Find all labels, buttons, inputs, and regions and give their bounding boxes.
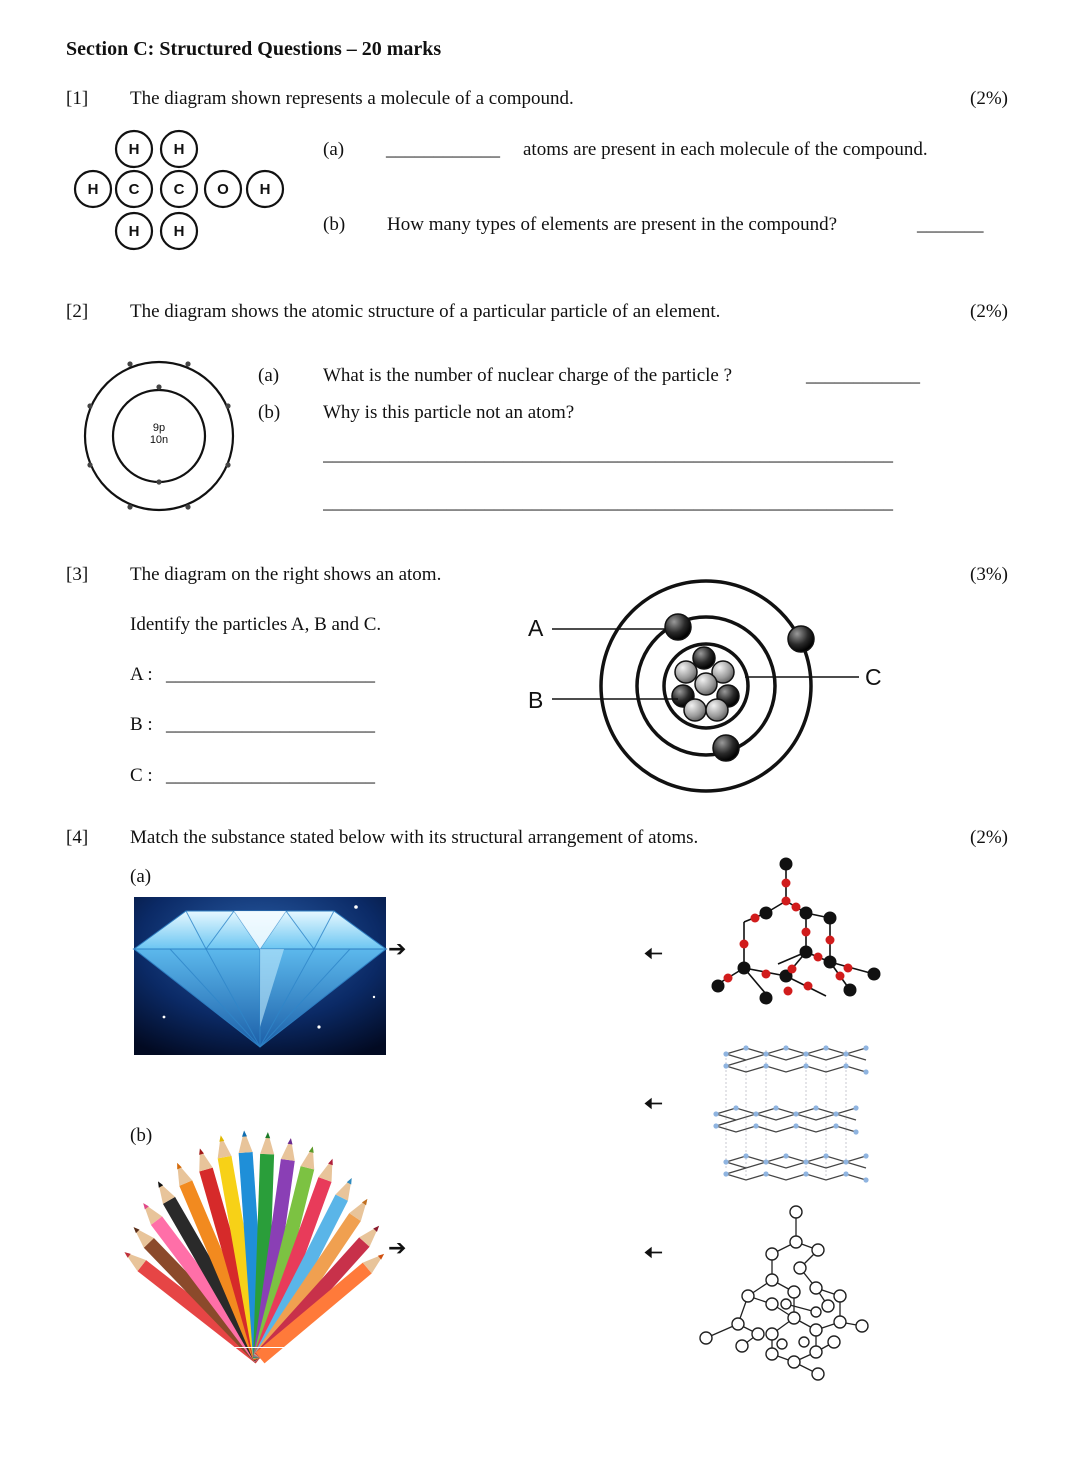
q4-marks: (2%) <box>970 827 1008 848</box>
q4-number: [4] <box>66 827 89 848</box>
structure-network-red-black <box>688 856 888 996</box>
diagram-label-a: A <box>528 615 544 641</box>
arrow-right-b: ➔ <box>388 1236 407 1261</box>
q3-blank-b[interactable]: ______________________ <box>166 714 375 735</box>
structure-diamond-lattice <box>694 1200 874 1380</box>
section-title: Section C: Structured Questions – 20 marks <box>66 38 442 60</box>
atom-h5: H <box>128 223 140 240</box>
q2a-blank[interactable]: ____________ <box>806 365 920 386</box>
q1b-label: (b) <box>323 214 346 235</box>
q1-text: The diagram shown represents a molecule of a compound. <box>130 88 574 109</box>
diamond-image <box>134 897 386 1055</box>
q2-marks: (2%) <box>970 301 1008 322</box>
q3-label-a: A : <box>130 664 153 685</box>
nucleus-protons: 9p <box>152 422 166 434</box>
q3-marks: (3%) <box>970 564 1008 585</box>
pencil-bundle <box>120 1130 388 1363</box>
q3-blank-a[interactable]: ______________________ <box>166 664 375 685</box>
q2a-label: (a) <box>258 365 280 386</box>
nucleus-neutrons: 10n <box>149 434 169 446</box>
q1a-text: atoms are present in each molecule of the compound. <box>523 139 928 160</box>
q1a-blank[interactable]: ____________ <box>386 139 500 160</box>
arrow-left-3: 🠠 <box>644 1241 663 1266</box>
q3-atom-diagram <box>520 582 900 802</box>
atom-o: O <box>217 181 229 198</box>
structure-graphite-layers <box>706 1038 876 1188</box>
q2-number: [2] <box>66 301 89 322</box>
q3-text: The diagram on the right shows an atom. <box>130 564 442 585</box>
q4-text: Match the substance stated below with its structural arrangement of atoms. <box>130 827 699 848</box>
atom-h3: H <box>87 181 99 198</box>
atom-c1: C <box>128 181 140 198</box>
q1b-blank[interactable]: _______ <box>917 214 984 235</box>
q2b-label: (b) <box>258 402 281 423</box>
q4b-label: (b) <box>130 1125 153 1146</box>
atom-h4: H <box>259 181 271 198</box>
q1b-text: How many types of elements are present in the compound? <box>387 214 838 235</box>
q3-label-c: C : <box>130 765 153 786</box>
arrow-right-a: ➔ <box>388 937 407 962</box>
q2a-text: What is the number of nuclear charge of the particle ? <box>323 365 733 386</box>
q3-number: [3] <box>66 564 89 585</box>
diagram-label-c: C <box>865 664 882 690</box>
q3-blank-c[interactable]: ______________________ <box>166 765 375 786</box>
q4a-label: (a) <box>130 866 152 887</box>
q2-ion-diagram <box>80 357 240 517</box>
q2b-answer-line-2[interactable]: ____________________________________________________________ <box>323 492 893 513</box>
q1-marks: (2%) <box>970 88 1008 109</box>
atom-c2: C <box>173 181 185 198</box>
q2b-text: Why is this particle not an atom? <box>323 402 575 423</box>
atom-h2: H <box>173 141 185 158</box>
arrow-left-1: 🠠 <box>644 942 663 967</box>
q2-text: The diagram shows the atomic structure of a particular particle of an element. <box>130 301 721 322</box>
arrow-left-2: 🠠 <box>644 1092 663 1117</box>
atom-h1: H <box>128 141 140 158</box>
q2b-answer-line-1[interactable]: ____________________________________________________________ <box>323 444 893 465</box>
q1-molecule-diagram <box>70 125 310 255</box>
pencils-image <box>140 1148 380 1348</box>
q3-label-b: B : <box>130 714 153 735</box>
atom-h6: H <box>173 223 185 240</box>
q1a-label: (a) <box>323 139 345 160</box>
q3-instruction: Identify the particles A, B and C. <box>130 614 382 635</box>
diagram-label-b: B <box>528 687 544 713</box>
q1-number: [1] <box>66 88 89 109</box>
